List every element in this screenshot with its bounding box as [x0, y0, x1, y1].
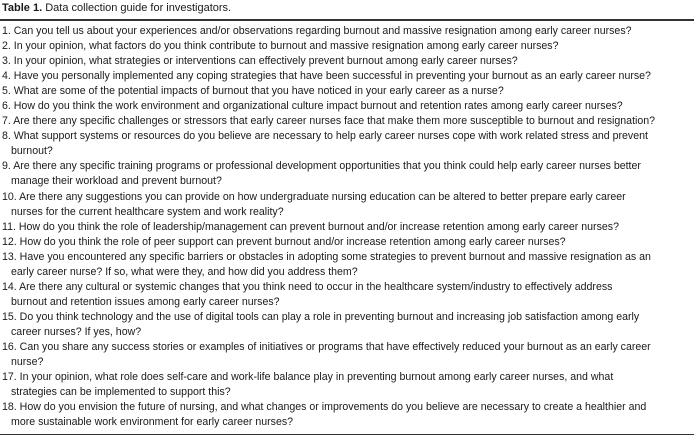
question-item	[2, 99, 694, 114]
question-item	[2, 159, 694, 189]
question-item	[2, 39, 694, 54]
question-text: 5. What are some of the potential impacts of burnout that you have noticed in your early career as a nurse?	[2, 85, 504, 98]
question-text: 16. Can you share any success stories or examples of initiatives or programs that have effectively reduced your burnout as an early career	[2, 340, 651, 353]
question-item	[2, 129, 694, 159]
question-text: 15. Do you think technology and the use of digital tools can play a role in preventing burnout and increasing job satisfaction among early	[2, 310, 640, 323]
question-item	[2, 220, 694, 235]
question-text: 7. Are there any specific challenges or stressors that early career nurses face that make them more susceptible to burnout and resignation?	[2, 115, 656, 128]
question-text: 17. In your opinion, what role does self-care and work-life balance play in preventing burnout among early career nurses, and what	[2, 371, 614, 384]
question-text-continued: burnout?	[11, 145, 53, 158]
question-item	[2, 250, 694, 280]
question-text: 3. In your opinion, what strategies or interventions can effectively prevent burnout among early career nurses?	[2, 55, 518, 68]
question-text-continued: early career nurse? If so, what were they, and how did you address them?	[11, 265, 358, 278]
table-caption	[2, 1, 231, 15]
question-list	[2, 24, 694, 430]
question-text: 10. Are there any suggestions you can provide on how undergraduate nursing education can be altered to better prepare early career	[2, 190, 626, 203]
question-text-continued: career nurses? If yes, how?	[11, 325, 142, 338]
question-item	[2, 54, 694, 69]
table-title: Data collection guide for investigators.	[45, 2, 232, 14]
table-bottom-rule	[0, 434, 694, 435]
question-text: 11. How do you think the role of leadership/management can prevent burnout and/or increase retention among early career nurses?	[2, 220, 619, 233]
question-item	[2, 190, 694, 220]
question-text-continued: manage their workload and prevent burnout?	[11, 175, 222, 188]
question-item	[2, 235, 694, 250]
question-item	[2, 84, 694, 99]
question-text-continued: more sustainable work environment for early career nurses?	[11, 416, 294, 429]
question-item	[2, 310, 694, 340]
question-text: 12. How do you think the role of peer support can prevent burnout and/or increase retention among early career nurses?	[2, 235, 566, 248]
question-text: 2. In your opinion, what factors do you think contribute to burnout and massive resignation among early career nurses?	[2, 40, 559, 53]
question-item	[2, 24, 694, 39]
question-text-continued: nurses for the current healthcare system and work reality?	[11, 205, 284, 218]
question-text: 6. How do you think the work environment and organizational culture impact burnout and retention rates among early career nurses?	[2, 100, 623, 113]
question-text-continued: strategies can be implemented to support this?	[11, 386, 231, 399]
question-text: 18. How do you envision the future of nursing, and what changes or improvements do you believe are necessary to create a healthier and	[2, 401, 647, 414]
question-item	[2, 370, 694, 400]
question-item	[2, 340, 694, 370]
question-text: 1. Can you tell us about your experiences and/or observations regarding burnout and massive resignation among early career nurses?	[2, 25, 632, 37]
question-text: 9. Are there any specific training programs or professional development opportunities that you think could help early career nurses better	[2, 160, 641, 173]
table-top-rule	[0, 19, 694, 21]
question-item	[2, 69, 694, 84]
question-text-continued: burnout and retention issues among early career nurses?	[11, 295, 280, 308]
question-item	[2, 280, 694, 310]
question-item	[2, 400, 694, 430]
question-item	[2, 114, 694, 129]
table-label: Table 1.	[2, 2, 43, 14]
question-text-continued: nurse?	[11, 356, 44, 369]
question-text: 4. Have you personally implemented any coping strategies that have been successful in preventing your burnout as an early career nurse?	[2, 70, 651, 83]
question-text: 13. Have you encountered any specific barriers or obstacles in adopting some strategies to prevent burnout and massive resignation as an	[2, 250, 651, 263]
question-text: 8. What support systems or resources do you believe are necessary to help early career nurses cope with work related stress and prevent	[2, 130, 648, 143]
question-text: 14. Are there any cultural or systemic changes that you think need to occur in the healthcare system/industry to effectively address	[2, 280, 613, 293]
